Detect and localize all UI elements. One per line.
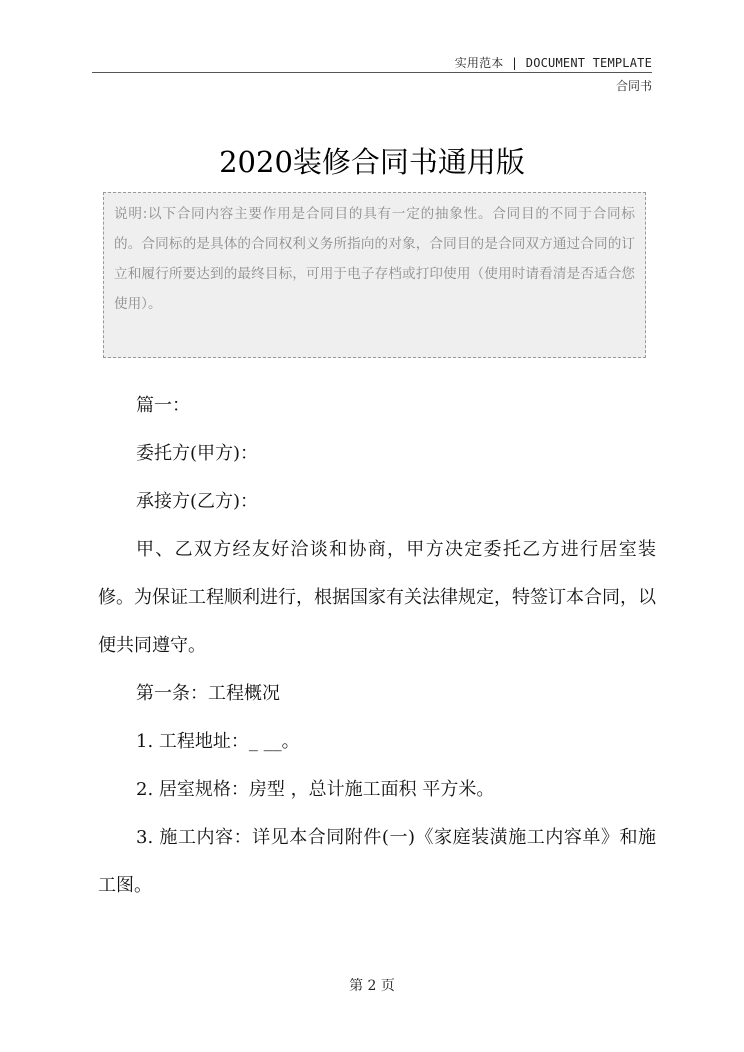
header-brand: 实用范本 | DOCUMENT TEMPLATE [454, 56, 652, 70]
item-1-address: 1. 工程地址：_ __。 [136, 731, 300, 752]
document-title: 2020装修合同书通用版 [219, 145, 525, 179]
header-doc-type: 合同书 [615, 79, 652, 93]
document-body [98, 382, 656, 910]
party-b-line: 承接方(乙方)： [136, 491, 259, 512]
party-a-line: 委托方(甲方)： [136, 443, 259, 464]
header-divider [92, 72, 652, 73]
section-heading: 篇一： [136, 395, 190, 416]
description-note-box [103, 192, 646, 358]
item-2-spec: 2. 居室规格：房型 ，总计施工面积 平方米。 [136, 779, 495, 800]
intro-paragraph: 甲、乙双方经友好洽谈和协商，甲方决定委托乙方进行居室装修。为保证工程顺利进行，根据国家有关法律规定，特签订本合同，以便共同遵守。 [98, 539, 656, 656]
item-3-content: 3. 施工内容：详见本合同附件(一)《家庭装潢施工内容单》和施工图。 [98, 827, 656, 896]
page-number: 第 2 页 [349, 978, 395, 994]
article-1-heading: 第一条：工程概况 [136, 683, 280, 704]
description-note-text: 说明:以下合同内容主要作用是合同目的具有一定的抽象性。合同目的不同于合同标的。合同标的是具体的合同权利义务所指向的对象，合同目的是合同双方通过合同的订立和履行所要达到的最终目标，可用于电子存档或打印使用（使用时请看清是否适合您使用）。 [114, 206, 635, 312]
